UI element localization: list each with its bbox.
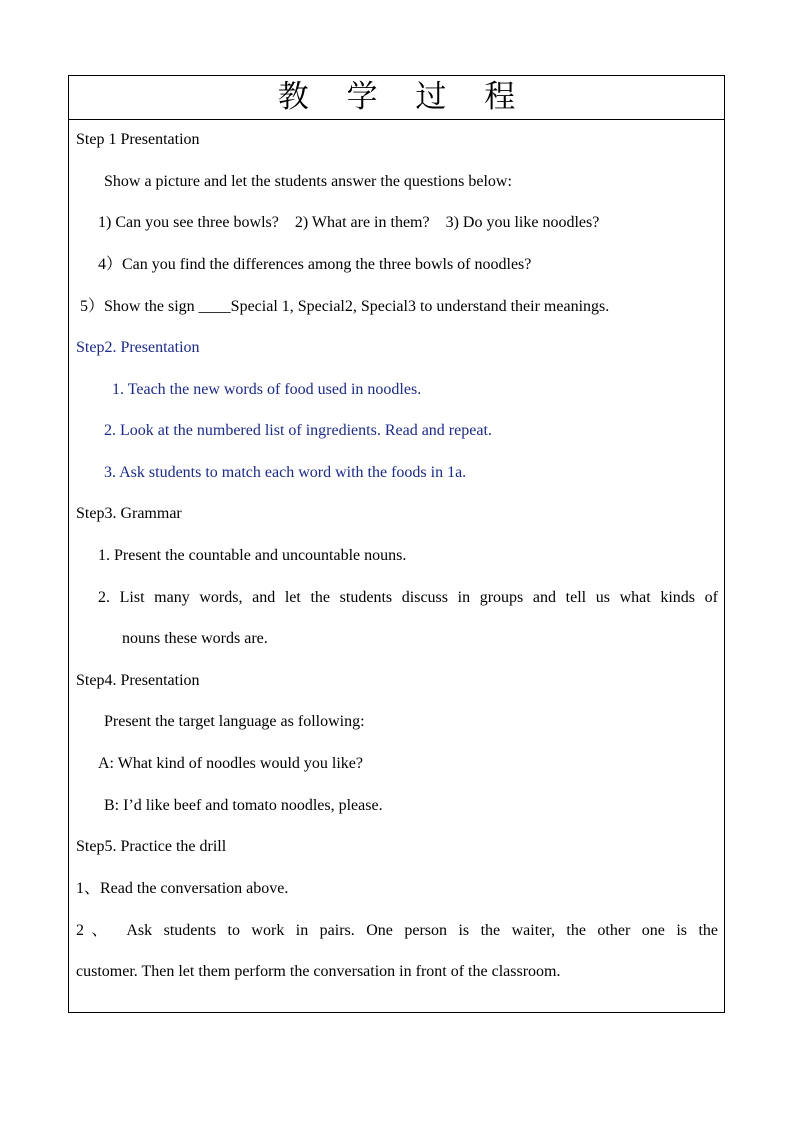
step4-line-b: B: I’d like beef and tomato noodles, please. — [104, 797, 383, 814]
step3-item-2: 2. List many words, and let the students discuss in groups and tell us what kinds of — [98, 589, 718, 606]
step3-heading: Step3. Grammar — [76, 505, 182, 522]
step3-item-1: 1. Present the countable and uncountable nouns. — [98, 547, 407, 564]
step4-heading: Step4. Presentation — [76, 672, 200, 689]
step4-line-a: A: What kind of noodles would you like? — [98, 755, 363, 772]
step5-heading: Step5. Practice the drill — [76, 838, 227, 855]
step4-instruction: Present the target language as following: — [104, 713, 365, 730]
step3-item-2-cont: nouns these words are. — [122, 630, 268, 647]
step2-item-1: 1. Teach the new words of food used in noodles. — [112, 381, 422, 398]
step1-question-5: 5）Show the sign ____Special 1, Special2, Special3 to understand their meanings. — [80, 298, 610, 315]
table-header — [69, 76, 724, 120]
step1-questions: 1) Can you see three bowls? 2) What are in them? 3) Do you like noodles? — [98, 214, 600, 231]
step1-question-4: 4）Can you find the differences among the three bowls of noodles? — [98, 256, 532, 273]
step5-item-2-cont: customer. Then let them perform the conversation in front of the classroom. — [76, 963, 561, 980]
step2-item-2: 2. Look at the numbered list of ingredients. Read and repeat. — [104, 422, 492, 439]
step2-item-3: 3. Ask students to match each word with the foods in 1a. — [104, 464, 467, 481]
step1-instruction: Show a picture and let the students answer the questions below: — [104, 173, 512, 190]
step5-item-1: 1、Read the conversation above. — [76, 880, 289, 897]
table-title: 教 学 过 程 — [277, 79, 530, 115]
step5-item-2: 2、 Ask students to work in pairs. One person is the waiter, the other one is the — [76, 922, 718, 939]
step1-heading: Step 1 Presentation — [76, 131, 200, 148]
step2-heading: Step2. Presentation — [76, 339, 200, 356]
